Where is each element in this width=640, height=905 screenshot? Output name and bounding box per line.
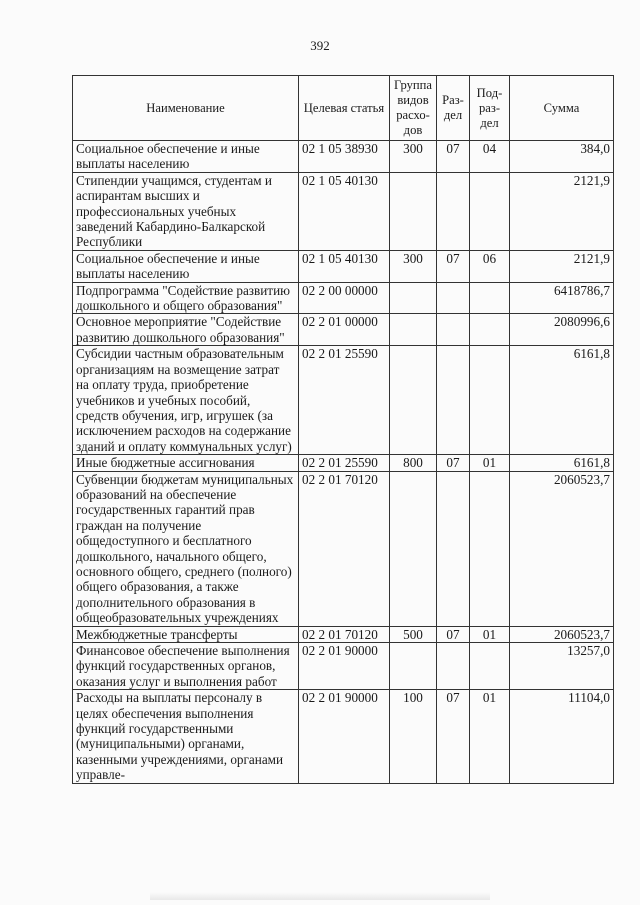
cell-section — [437, 314, 470, 346]
cell-section: 07 — [437, 141, 470, 173]
cell-subsection: 01 — [470, 455, 510, 471]
header-subsection: Под-раз-дел — [470, 76, 510, 141]
cell-name: Иные бюджетные ассигнования — [73, 455, 299, 471]
cell-group — [390, 471, 437, 626]
table-row — [73, 346, 614, 455]
cell-sum: 2060523,7 — [510, 626, 614, 642]
cell-sum: 6418786,7 — [510, 282, 614, 314]
cell-group — [390, 172, 437, 250]
cell-subsection: 01 — [470, 690, 510, 783]
budget-table — [72, 75, 614, 784]
cell-code: 02 2 01 90000 — [299, 643, 390, 690]
cell-name: Расходы на выплаты персоналу в целях обеспечения выполнения функций государственными (муниципальными) органами, казенными учреждениями, органами управле- — [73, 690, 299, 783]
header-name: Наименование — [73, 76, 299, 141]
cell-subsection — [470, 314, 510, 346]
cell-code: 02 2 01 70120 — [299, 626, 390, 642]
cell-section: 07 — [437, 626, 470, 642]
scan-shadow — [150, 892, 490, 900]
cell-sum: 384,0 — [510, 141, 614, 173]
cell-name: Социальное обеспечение и иные выплаты населению — [73, 250, 299, 282]
cell-subsection: 01 — [470, 626, 510, 642]
cell-code: 02 1 05 38930 — [299, 141, 390, 173]
header-section: Раз-дел — [437, 76, 470, 141]
cell-subsection: 06 — [470, 250, 510, 282]
cell-subsection — [470, 471, 510, 626]
cell-section — [437, 346, 470, 455]
table-row — [73, 250, 614, 282]
cell-name: Финансовое обеспечение выполнения функций государственных органов, оказания услуг и выполнения работ — [73, 643, 299, 690]
cell-sum: 2121,9 — [510, 172, 614, 250]
table-row — [73, 314, 614, 346]
cell-group: 300 — [390, 250, 437, 282]
cell-code: 02 2 01 90000 — [299, 690, 390, 783]
table-row — [73, 455, 614, 471]
cell-group: 500 — [390, 626, 437, 642]
cell-name: Социальное обеспечение и иные выплаты населению — [73, 141, 299, 173]
cell-group — [390, 346, 437, 455]
cell-sum: 11104,0 — [510, 690, 614, 783]
table-row — [73, 626, 614, 642]
cell-section — [437, 643, 470, 690]
cell-subsection — [470, 643, 510, 690]
cell-sum: 2080996,6 — [510, 314, 614, 346]
cell-sum: 6161,8 — [510, 455, 614, 471]
table-row — [73, 690, 614, 783]
cell-section: 07 — [437, 455, 470, 471]
cell-group — [390, 643, 437, 690]
cell-name: Субсидии частным образовательным организациям на возмещение затрат на оплату труда, приобретение учебников и учебных пособий, средств обучения, игр, игрушек (за исключением расходов на содержание зданий и оплату коммунальных услуг) — [73, 346, 299, 455]
cell-code: 02 1 05 40130 — [299, 172, 390, 250]
cell-code: 02 2 01 00000 — [299, 314, 390, 346]
cell-code: 02 2 00 00000 — [299, 282, 390, 314]
header-sum: Сумма — [510, 76, 614, 141]
cell-code: 02 1 05 40130 — [299, 250, 390, 282]
cell-sum: 6161,8 — [510, 346, 614, 455]
cell-name: Субвенции бюджетам муниципальных образований на обеспечение государственных гарантий прав граждан на получение общедоступного и бесплатного дошкольного, начального общего, основного общего, среднего (полного) общего образования, а также дополнительного образования в общеобразовательных учреждениях — [73, 471, 299, 626]
cell-code: 02 2 01 25590 — [299, 455, 390, 471]
cell-section: 07 — [437, 250, 470, 282]
page-number: 392 — [310, 38, 330, 53]
cell-section — [437, 282, 470, 314]
cell-group — [390, 282, 437, 314]
table-row — [73, 471, 614, 626]
cell-subsection: 04 — [470, 141, 510, 173]
cell-subsection — [470, 172, 510, 250]
cell-group — [390, 314, 437, 346]
cell-group: 300 — [390, 141, 437, 173]
table-header-row — [73, 76, 614, 141]
table-row — [73, 172, 614, 250]
cell-group: 100 — [390, 690, 437, 783]
cell-name: Межбюджетные трансферты — [73, 626, 299, 642]
table-row — [73, 282, 614, 314]
cell-subsection — [470, 282, 510, 314]
cell-subsection — [470, 346, 510, 455]
header-group: Группа видов расхо-дов — [390, 76, 437, 141]
cell-sum: 13257,0 — [510, 643, 614, 690]
cell-sum: 2121,9 — [510, 250, 614, 282]
cell-code: 02 2 01 25590 — [299, 346, 390, 455]
cell-section — [437, 172, 470, 250]
cell-name: Основное мероприятие "Содействие развитию дошкольного образования" — [73, 314, 299, 346]
table-row — [73, 643, 614, 690]
table-row — [73, 141, 614, 173]
header-target: Целевая статья — [299, 76, 390, 141]
cell-name: Стипендии учащимся, студентам и аспирантам высших и профессиональных учебных заведений Кабардино-Балкарской Республики — [73, 172, 299, 250]
cell-section: 07 — [437, 690, 470, 783]
cell-section — [437, 471, 470, 626]
cell-code: 02 2 01 70120 — [299, 471, 390, 626]
cell-sum: 2060523,7 — [510, 471, 614, 626]
cell-group: 800 — [390, 455, 437, 471]
cell-name: Подпрограмма "Содействие развитию дошкольного и общего образования" — [73, 282, 299, 314]
